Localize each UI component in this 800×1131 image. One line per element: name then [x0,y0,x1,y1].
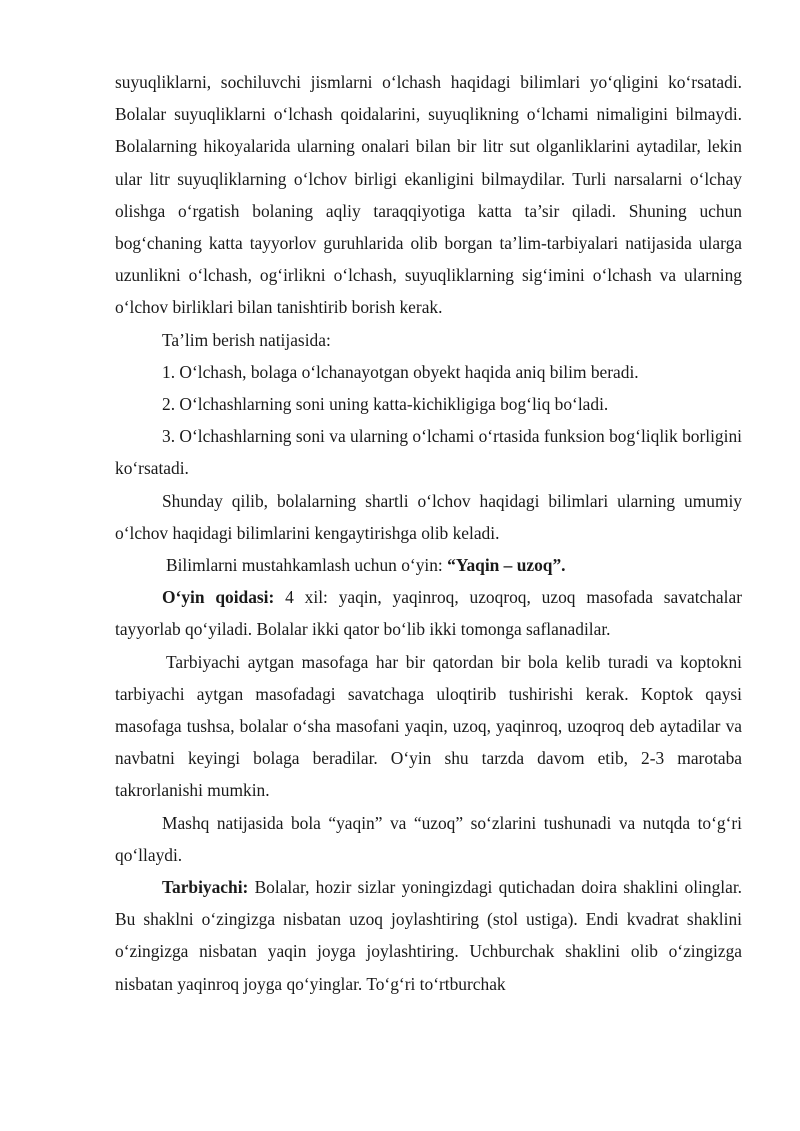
list-item-1: 1. O‘lchash, bolaga o‘lchanayotgan obyekt haqida aniq bilim beradi. [162,361,639,382]
paragraph-game-rules [115,581,742,645]
paragraph-conclusion: Shunday qilib, bolalarning shartli o‘lchov haqidagi bilimlari ularning umumiy o‘lchov haqidagi bilimlarini kengaytirishga olib keladi. [115,490,742,543]
paragraph-continuation: suyuqliklarni, sochiluvchi jismlarni o‘lchash haqidagi bilimlari yo‘qligini ko‘rsatadi. Bolalar suyuqliklarni o‘lchash qoidalarini, suyuqlikning o‘lchami nimaligini bilmaydi. Bolalarning hikoyalarida ularning onalari bilan bir litr sut olganliklarini aytadilar, lekin ular litr suyuqliklarning o‘lchov birligi ekanligini bilmaydilar. Turli narsalarni o‘lchay olishga o‘rgatish bolaning aqliy taraqqiyotiga katta ta’sir qiladi. Shuning uchun bog‘chaning katta tayyorlov guruhlarida olib borgan ta’lim-tarbiyalari natijasida ularga uzunlikni o‘lchash, og‘irlikni o‘lchash, suyuqliklarning sig‘imini o‘lchash va ularning o‘lchov birliklari bilan tanishtirib borish kerak. [115,72,742,318]
paragraph-teacher-speech [115,871,742,1000]
document-page [115,66,742,1000]
list-item-2: 2. O‘lchashlarning soni uning katta-kichikligiga bog‘liq bo‘ladi. [162,394,609,415]
paragraph-results-intro: Ta’lim berish natijasida: [162,329,331,350]
paragraph-exercise-result: Mashq natijasida bola “yaqin” va “uzoq” so‘zlarini tushunadi va nutqda to‘g‘ri qo‘llaydi. [115,812,742,865]
paragraph-game-title [115,549,742,581]
teacher-speech-text: Bolalar, hozir sizlar yoningizdagi qutichadan doira shaklini olinglar. Bu shaklni o‘zingizga nisbatan uzoq joylashtiring (stol ustiga). Endi kvadrat shaklini o‘zingizga nisbatan yaqin joyga joylashtiring. Uchburchak shaklini olib o‘zingizga nisbatan yaqinroq joyga qo‘yinglar. To‘g‘ri to‘rtburchak [115,877,742,994]
game-rules-label: O‘yin qoidasi: [162,587,275,608]
game-title: “Yaqin – uzoq”. [447,555,566,576]
list-item-3: 3. O‘lchashlarning soni va ularning o‘lchami o‘rtasida funksion bog‘liqlik borligini ko‘rsatadi. [115,426,742,479]
game-rules-text: 4 xil: yaqin, yaqinroq, uzoqroq, uzoq masofada savatchalar tayyorlab qo‘yiladi. Bolalar ikki qator bo‘lib ikki tomonga saflanadilar. [115,587,742,640]
paragraph-game-description: Tarbiyachi aytgan masofaga har bir qatordan bir bola kelib turadi va koptokni tarbiyachi aytgan masofadagi savatchaga uloqtirib tushirishi kerak. Koptok qaysi masofaga tushsa, bolalar o‘sha masofani yaqin, uzoq, yaqinroq, uzoqroq deb aytadilar va navbatni keyingi bolaga beradilar. O‘yin shu tarzda davom etib, 2-3 marotaba takrorlanishi mumkin. [115,651,742,801]
teacher-label: Tarbiyachi: [162,877,249,898]
game-intro-text: Bilimlarni mustahkamlash uchun o‘yin: [166,555,448,576]
